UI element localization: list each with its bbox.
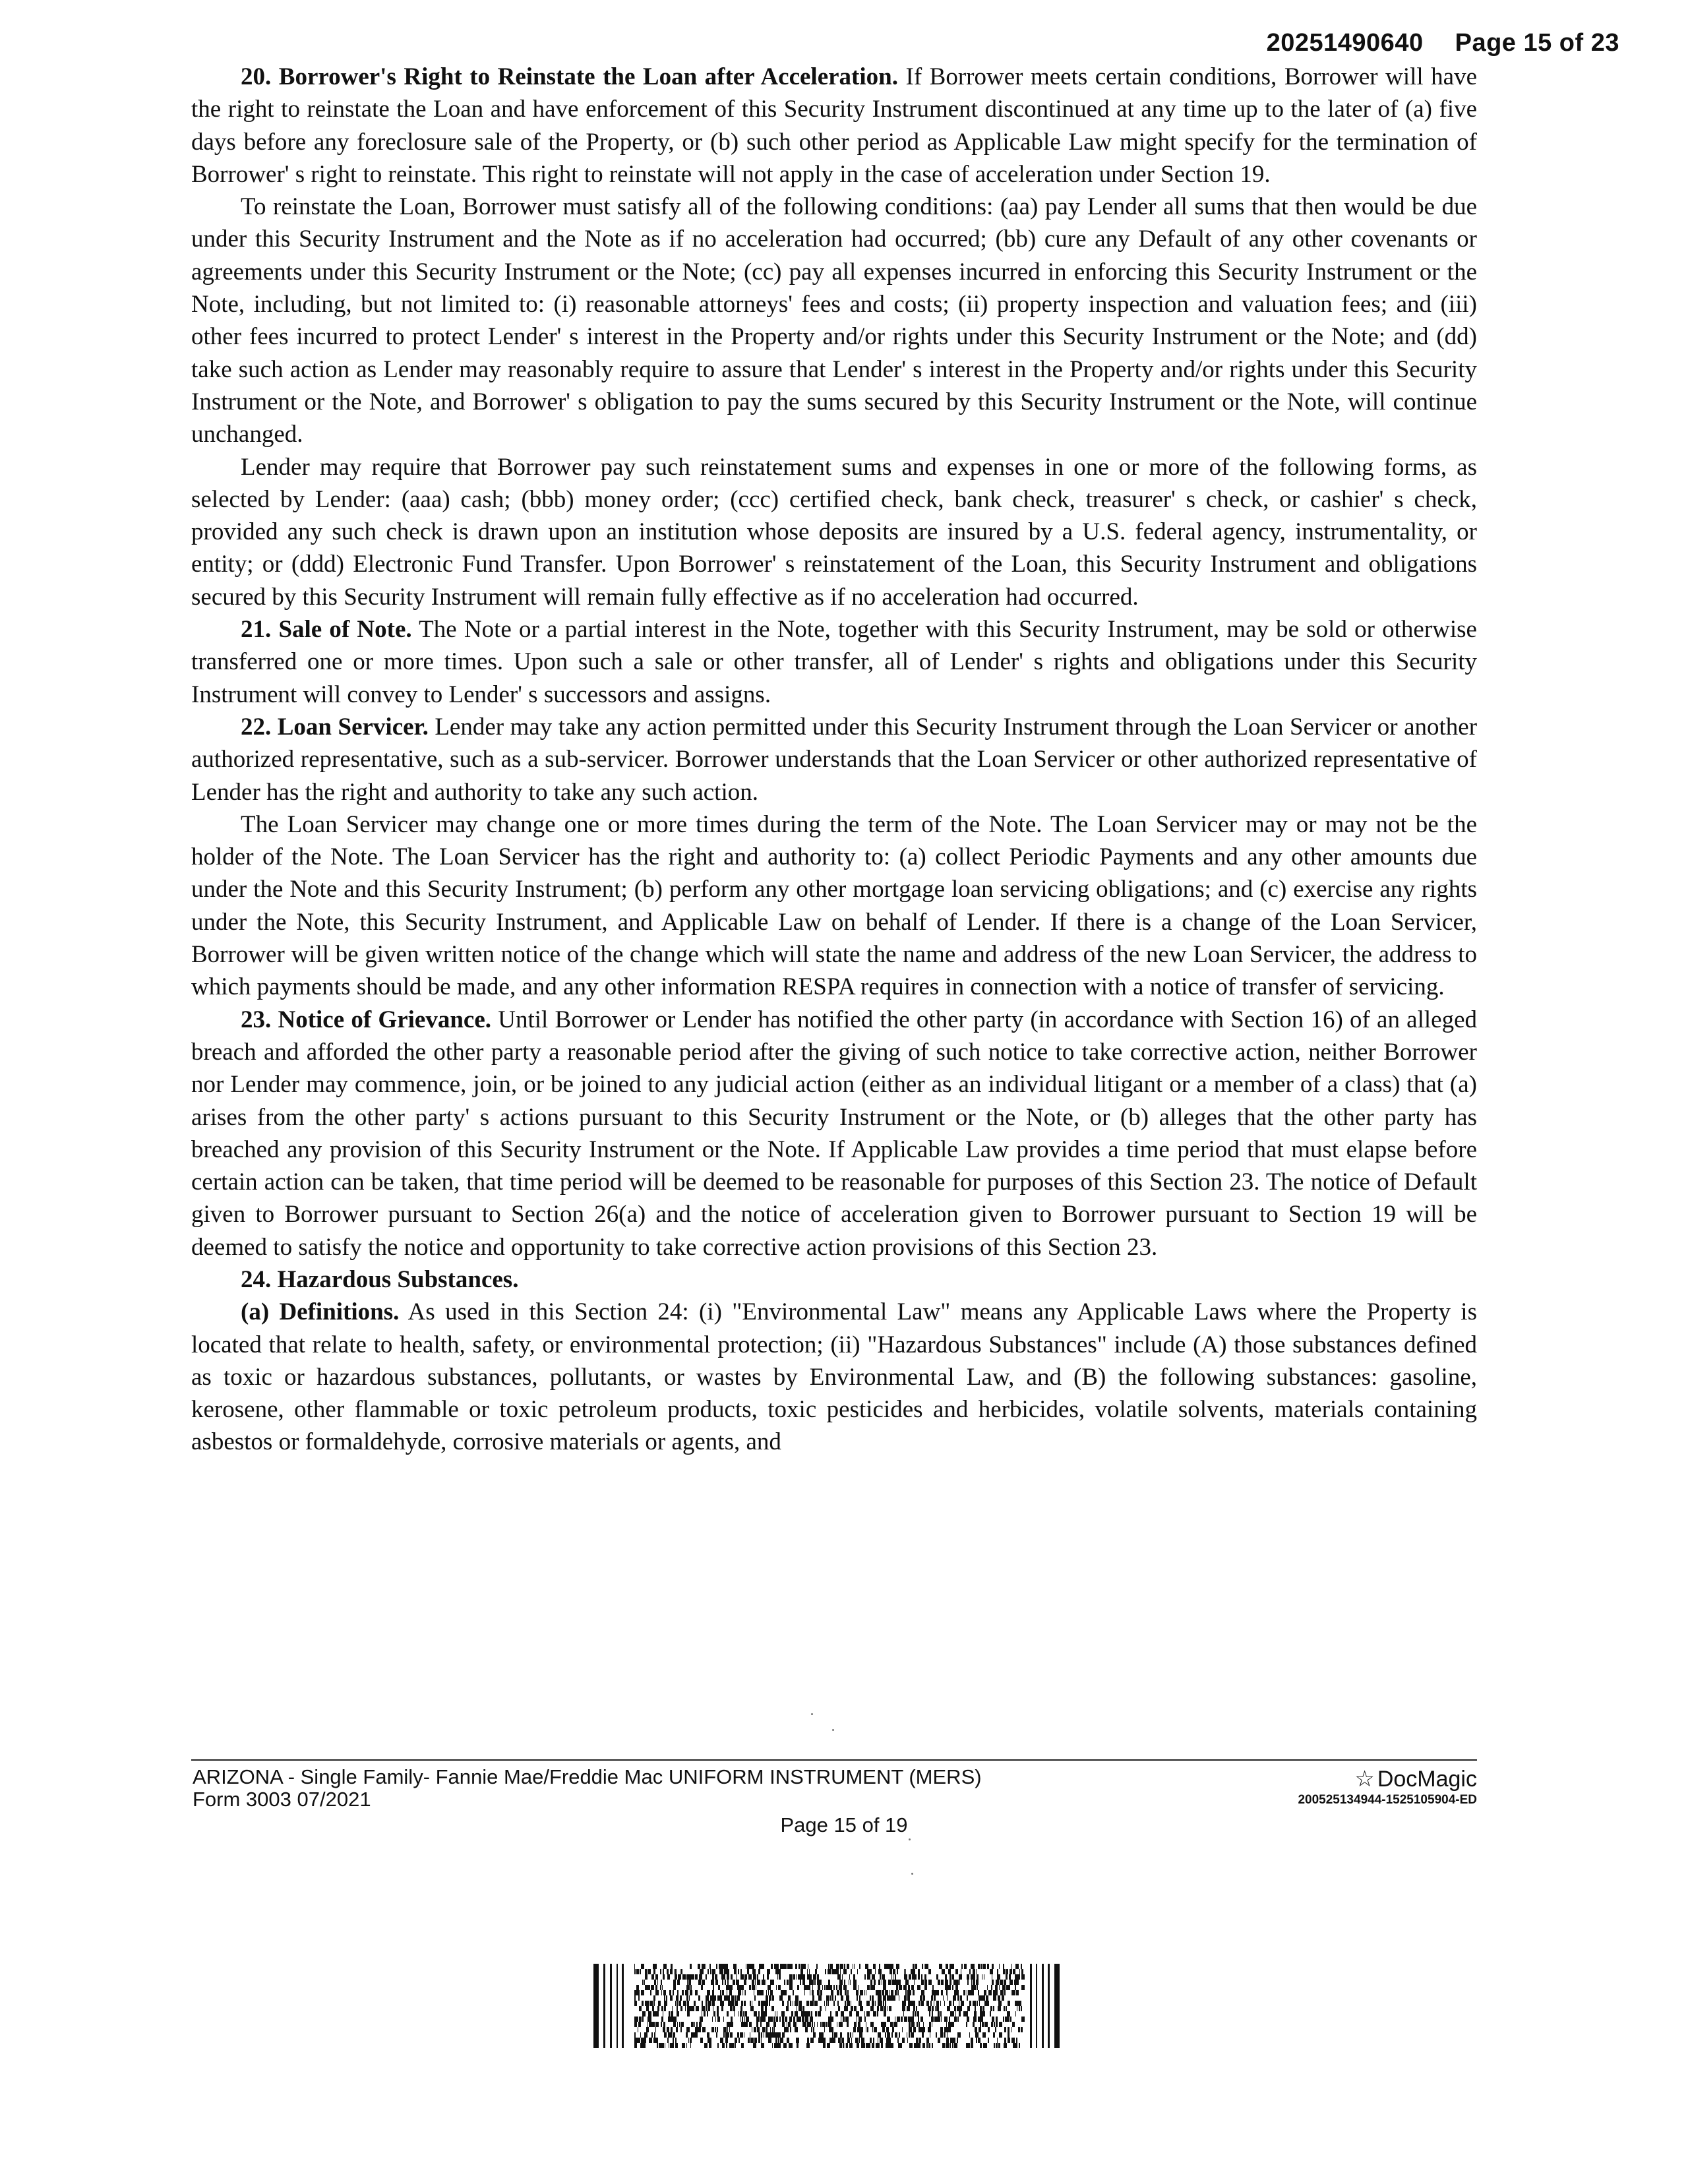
section-24a-heading: (a) Definitions. (241, 1298, 400, 1326)
docmagic-logo (1298, 1767, 1477, 1791)
recording-page-count: Page 15 of 23 (1455, 29, 1619, 57)
section-23-number: 23. (241, 1006, 272, 1033)
section-21-paragraph-1 (191, 613, 1477, 711)
footer-vendor (1298, 1767, 1477, 1808)
footer-page-number: Page 15 of 19 (780, 1813, 908, 1836)
section-24-number: 24. (241, 1265, 272, 1293)
document-id: 200525134944-1525105904-ED (1298, 1793, 1477, 1807)
section-23-text-1: Until Borrower or Lender has notified the other party (in accordance with Section 16) of an alleged breach and afforded the other party a reasonable period after the giving of such notice to take corrective action, neither Borrower nor Lender may commence, join, or be joined to any judicial action (either as an individual litigant or a member of a class) that (a) arises from the other party' s actions pursuant to this Security Instrument or the Note, or (b) alleges that the other party has breached any provision of this Security Instrument or the Note. If Applicable Law provides a time period that must elapse before certain action can be taken, that time period will be deemed to be reasonable for purposes of this Section 23. The notice of Default given to Borrower pursuant to Section 26(a) and the notice of acceleration given to Borrower pursuant to Section 19 will be deemed to satisfy the notice and opportunity to take corrective action provisions of this Section 23. (191, 1006, 1478, 1261)
recording-number: 20251490640 (1266, 29, 1424, 57)
section-20-paragraph-3: Lender may require that Borrower pay such reinstatement sums and expenses in one or more of the following forms, as selected by Lender: (aaa) cash; (bbb) money order; (ccc) certified check, bank check, treasurer' s check, or cashier' s check, provided any such check is drawn upon an institution whose deposits are insured by a U.S. federal agency, instrumentality, or entity; or (ddd) Electronic Fund Transfer. Upon Borrower' s reinstatement of the Loan, this Security Instrument and obligations secured by this Security Instrument will remain fully effective as if no acceleration had occurred. (191, 453, 1477, 611)
section-20-number: 20. (241, 63, 272, 90)
section-20-paragraph-1 (191, 61, 1477, 191)
docmagic-logo-text: DocMagic (1377, 1767, 1477, 1792)
section-24-heading-line (191, 1263, 1477, 1296)
section-24a-text: As used in this Section 24: (i) "Environmental Law" means any Applicable Laws where the Property is located that relate to health, safety, or environmental protection; (ii) "Hazardous Substances" include (A) those substances defined as toxic or hazardous substances, pollutants, or wastes by Environmental Law, and (B) the following substances: gasoline, kerosene, other flammable or toxic petroleum products, toxic pesticides and herbicides, volatile solvents, materials containing asbestos or formaldehyde, corrosive materials or agents, and (191, 1298, 1477, 1456)
section-22-number: 22. (241, 713, 272, 741)
section-24a-paragraph (191, 1296, 1477, 1458)
scan-speck (832, 1729, 834, 1731)
footer-form-line-2: Form 3003 07/2021 (193, 1788, 371, 1811)
recording-header (1267, 29, 1619, 57)
star-outline-icon: ☆ (1354, 1767, 1375, 1792)
section-21-number: 21. (241, 616, 272, 644)
section-24-heading: Hazardous Substances. (277, 1265, 519, 1293)
section-20-paragraph-2: To reinstate the Loan, Borrower must satisfy all of the following conditions: (aa) pay Lender all sums that then would be due under this Security Instrument and the Note as if no acceleration had occurred; (bb) cure any Default of any other covenants or agreements under this Security Instrument or the Note; (cc) pay all expenses incurred in enforcing this Security Instrument or the Note, including, but not limited to: (i) reasonable attorneys' fees and costs; (ii) property inspection and valuation fees; and (iii) other fees incurred to protect Lender' s interest in the Property and/or rights under this Security Instrument or the Note; and (dd) take such action as Lender may reasonably require to assure that Lender' s interest in the Property and/or rights under this Security Instrument or the Note, and Borrower' s obligation to pay the sums secured by this Security Instrument or the Note, will continue unchanged. (191, 193, 1477, 448)
section-22-heading: Loan Servicer. (277, 713, 429, 741)
scan-speck (911, 1873, 913, 1875)
section-23-paragraph-1 (191, 1004, 1477, 1263)
barcode-icon (593, 1964, 1068, 2048)
scan-speck (811, 1713, 813, 1715)
footer-divider (191, 1759, 1477, 1761)
section-21-heading: Sale of Note. (278, 616, 412, 644)
section-20-text-1: If Borrower meets certain conditions, Borrower will have the right to reinstate the Loan and have enforcement of this Security Instrument discontinued at any time up to the later of (a) five days before any foreclosure sale of the Property, or (b) such other period as Applicable Law might specify for the termination of Borrower' s right to reinstate. This right to reinstate will not apply in the case of acceleration under Section 19. (191, 63, 1478, 188)
footer-form-line-1: ARIZONA - Single Family- Fannie Mae/Freddie Mac UNIFORM INSTRUMENT (MERS) (193, 1765, 982, 1788)
section-20-heading: Borrower's Right to Reinstate the Loan after Acceleration. (278, 63, 898, 90)
section-23-heading: Notice of Grievance. (278, 1006, 491, 1033)
section-21-text-1: The Note or a partial interest in the Note, together with this Security Instrument, may be sold or otherwise transferred one or more times. Upon such a sale or other transfer, all of Lender' s rights and obligations under this Security Instrument will convey to Lender' s successors and assigns. (191, 616, 1477, 708)
scan-speck (909, 1838, 911, 1840)
footer-form-info (193, 1766, 982, 1811)
document-body (191, 61, 1477, 1459)
section-22-text-1: Lender may take any action permitted under this Security Instrument through the Loan Servicer or another authorized representative, such as a sub-servicer. Borrower understands that the Loan Servicer or other authorized representative of Lender has the right and authority to take any such action. (191, 713, 1478, 806)
section-22-paragraph-2: The Loan Servicer may change one or more times during the term of the Note. The Loan Servicer may or may not be the holder of the Note. The Loan Servicer has the right and authority to: (a) collect Periodic Payments and any other amounts due under the Note and this Security Instrument; (b) perform any other mortgage loan servicing obligations; and (c) exercise any rights under the Note, this Security Instrument, and Applicable Law on behalf of Lender. If there is a change of the Loan Servicer, Borrower will be given written notice of the change which will state the name and address of the new Loan Servicer, the address to which payments should be made, and any other information RESPA requires in connection with a notice of transfer of servicing. (191, 810, 1477, 1001)
section-22-paragraph-1 (191, 711, 1477, 808)
